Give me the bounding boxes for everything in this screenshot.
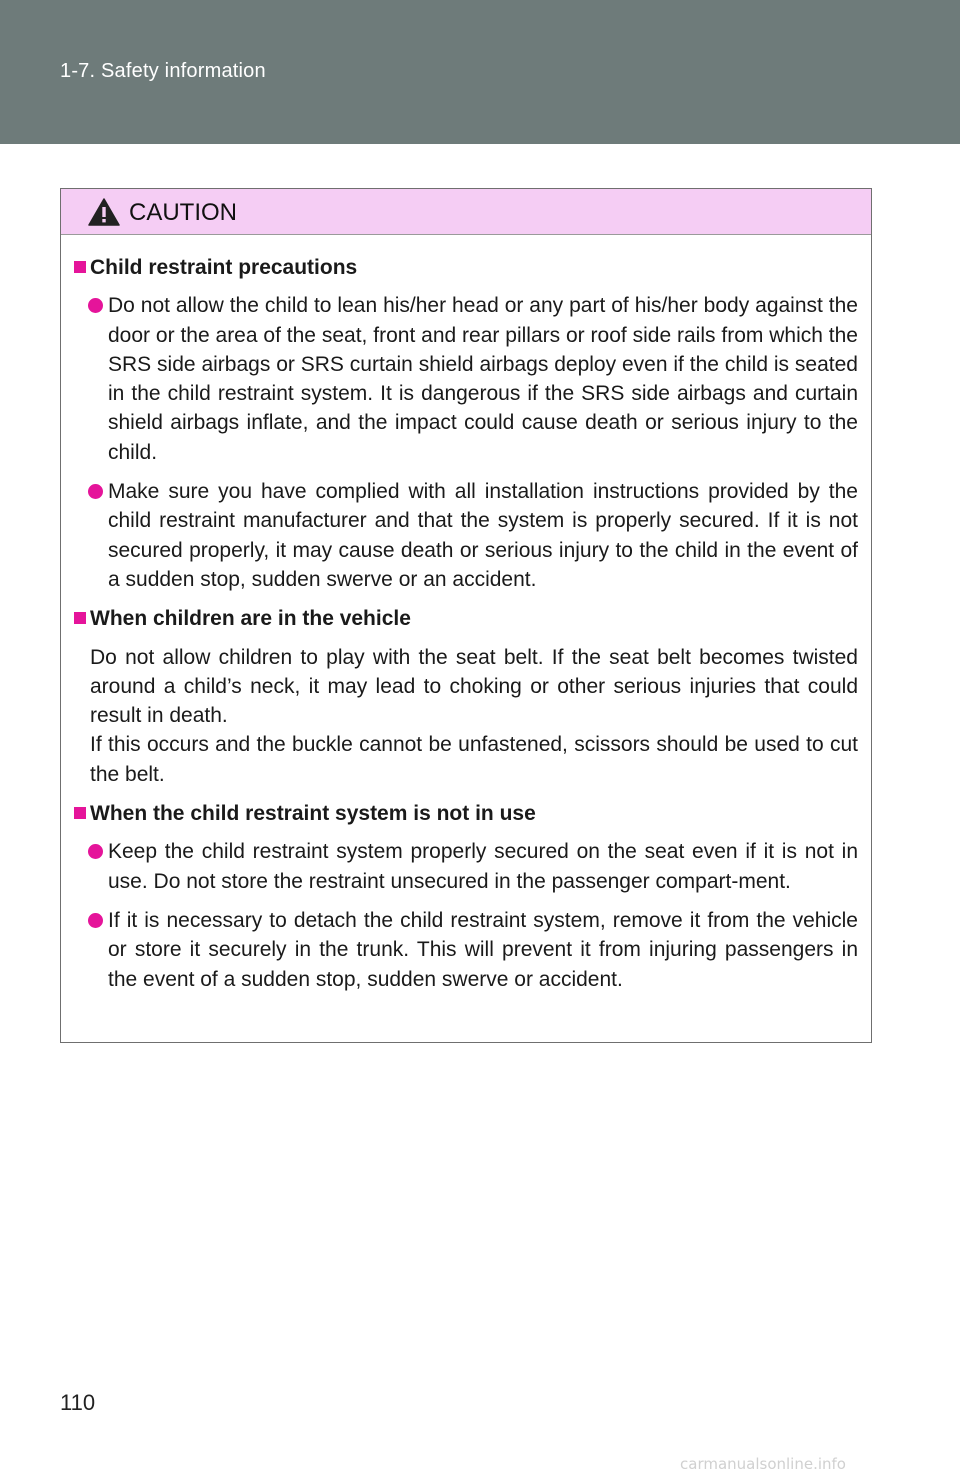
page-header: [0, 0, 960, 144]
paragraph-text: If this occurs and the buckle cannot be unfastened, scissors should be used to cut the belt.: [90, 733, 858, 786]
caution-header: [61, 189, 871, 235]
square-bullet-icon: [74, 261, 86, 273]
section-heading-text: When the child restraint system is not in use: [90, 802, 536, 826]
caution-box: [60, 188, 872, 1043]
section-heading-text: When children are in the vehicle: [90, 607, 411, 631]
section-heading: [74, 253, 858, 282]
section-title: 1-7. Safety information: [60, 60, 266, 82]
bullet-item: [74, 837, 858, 896]
square-bullet-icon: [74, 612, 86, 624]
caution-body: [61, 235, 871, 994]
paragraph: [74, 643, 858, 789]
circle-bullet-icon: [88, 484, 103, 499]
bullet-item: [74, 906, 858, 994]
page-number: 110: [60, 1390, 96, 1415]
square-bullet-icon: [74, 807, 86, 819]
circle-bullet-icon: [88, 298, 103, 313]
section-heading-text: Child restraint precautions: [90, 256, 358, 279]
bullet-text: Do not allow the child to lean his/her head or any part of his/her body against the door or the area of the seat, front and rear pillars or roof side rails from which the SRS side airbags or SRS curtain shield airbags deploy even if the child is seated in the child restraint system. It is dangerous if the SRS side airbags and curtain shield airbags inflate, and the impact could cause death or serious injury to the child.: [108, 294, 858, 464]
bullet-text: Make sure you have complied with all installation instructions provided by the child restraint manufacturer and that the system is properly secured. If it is not secured properly, it may cause death or serious injury to the child in the event of a sudden stop, sudden swerve or an accident.: [108, 480, 858, 591]
watermark: carmanualsonline.info: [680, 1455, 846, 1473]
circle-bullet-icon: [88, 844, 103, 859]
circle-bullet-icon: [88, 913, 103, 928]
bullet-item: [74, 291, 858, 467]
bullet-text: Keep the child restraint system properly secured on the seat even if it is not in use. Do not store the restraint unsecured in the passenger compart-ment.: [108, 840, 858, 893]
bullet-text: If it is necessary to detach the child restraint system, remove it from the vehicle or store it securely in the trunk. This will prevent it from injuring passengers in the event of a sudden stop, sudden swerve or accident.: [108, 908, 858, 991]
warning-triangle-icon: [88, 198, 120, 226]
paragraph-text: Do not allow children to play with the seat belt. If the seat belt becomes twisted around a child’s neck, it may lead to choking or other serious injuries that could result in death.: [90, 645, 858, 728]
caution-title: CAUTION: [129, 199, 237, 226]
bullet-item: [74, 477, 858, 594]
section-heading: [74, 799, 858, 828]
section-heading: [74, 604, 858, 633]
